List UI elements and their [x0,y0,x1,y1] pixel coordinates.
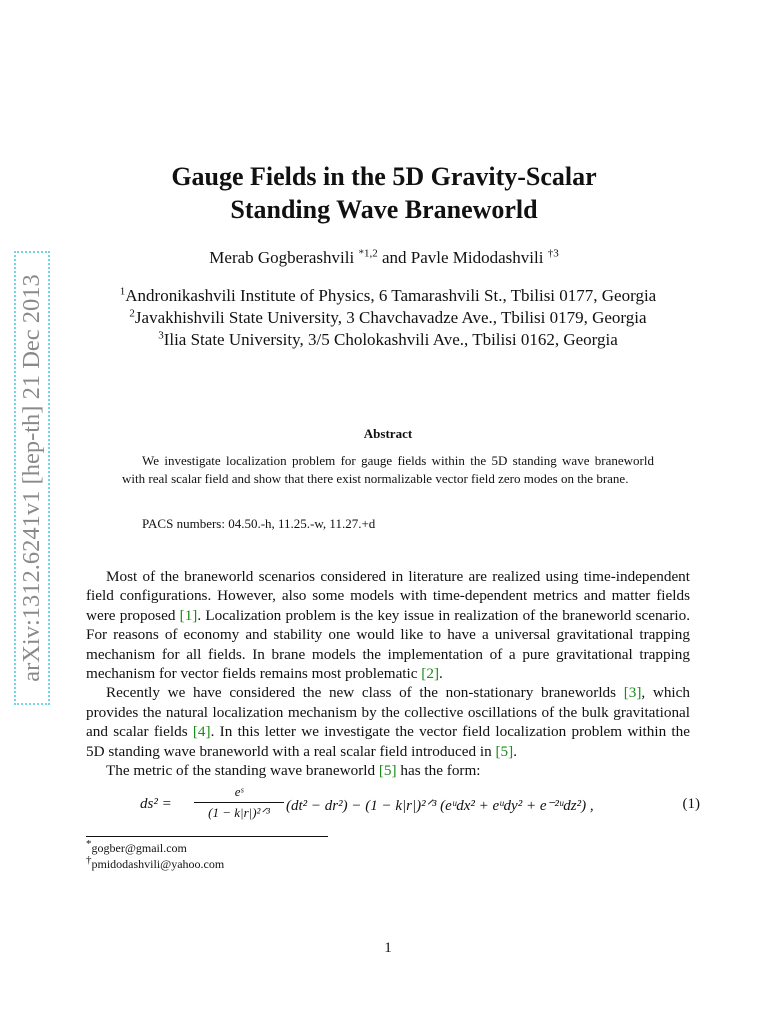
page-number: 1 [384,940,392,956]
citation-link[interactable]: [4] [192,723,211,741]
equation-1 [140,784,700,834]
author-mark: †3 [547,247,559,260]
abstract-text: We investigate localization problem for gauge fields within the 5D standing wave braneworld with real scalar field and show that there exist normalizable vector field zero modes on the brane. [122,453,654,486]
arxiv-id: arXiv:1312.6241v1 [hep-th] 21 Dec 2013 [18,274,45,682]
author-name: Pavle Midodashvili [410,248,544,267]
footnote-rule [86,836,328,837]
affiliation: $^2$Javakhishvili State University, 3 Chavchavadze Ave., Tbilisi 0179, Georgia [129,307,647,327]
pacs-numbers: PACS numbers: 04.50.-h, 11.25.-w, 11.27.+d [142,516,376,531]
paper-title [0,160,768,226]
affiliation: $^3$Ilia State University, 3/5 Cholokashvili Ave., Tbilisi 0162, Georgia [158,329,618,349]
author-mark: *1,2 [358,247,378,260]
citation-link[interactable]: [5] [378,762,397,780]
equation-rhs: (dt² − dr²) − (1 − k|r|)²ᐟ³ (eᵘdx² + eᵘdy² + e⁻²ᵘdz²) , [286,798,594,814]
footnote: †pmidodashvili@yahoo.com [86,854,225,871]
author-list [0,247,768,269]
affiliation: $^1$Andronikashvili Institute of Physics, 6 Tamarashvili St., Tbilisi 0177, Georgia [119,285,657,305]
title-line-2: Standing Wave Braneworld [230,195,538,224]
fraction-numerator: eˢ [234,784,244,799]
footnote: *gogber@gmail.com [86,838,187,855]
fraction-denominator: (1 − k|r|)²ᐟ³ [208,805,270,820]
footnote-email[interactable]: pmidodashvili@yahoo.com [91,857,225,871]
body-text [86,567,690,780]
title-line-1: Gauge Fields in the 5D Gravity-Scalar [171,162,597,191]
abstract-heading: Abstract [363,426,413,441]
equation-fraction [194,784,284,821]
citation-link[interactable]: [3] [623,684,642,702]
footnote-email[interactable]: gogber@gmail.com [91,841,187,855]
citation-link[interactable]: [1] [179,606,198,624]
paragraph: Most of the braneworld scenarios considered in literature are realized using time-independent field configurations. However, also some models with time-dependent metrics and matter fields were proposed [1]. Localization problem is the key issue in realization of the braneworld scenario. For reasons of economy and stability one would like to have a universal gravitational trapping mechanism for all fields. In brane models the implementation of a pure gravitational trapping mechanism for vector fields remains most problematic [2]. [86,568,690,683]
author-name: Merab Gogberashvili [209,248,355,267]
author-conjunction: and [381,248,407,267]
citation-link[interactable]: [2] [421,665,440,683]
footnotes [86,840,224,872]
affiliation-list [0,285,768,351]
equation-number: (1) [682,796,700,812]
paragraph: Recently we have considered the new class of the non-stationary braneworlds [3], which provides the natural localization mechanism by the collective oscillations of the bulk gravitational and scalar fields [4]. In this letter we investigate the vector field localization problem within the 5D standing wave braneworld with a real scalar field introduced in [5]. [86,684,690,760]
paragraph: The metric of the standing wave braneworld [5] has the form: [106,762,481,780]
citation-link[interactable]: [5] [495,742,514,760]
equation-lhs: ds² = [140,796,172,812]
fraction-bar [194,802,284,803]
